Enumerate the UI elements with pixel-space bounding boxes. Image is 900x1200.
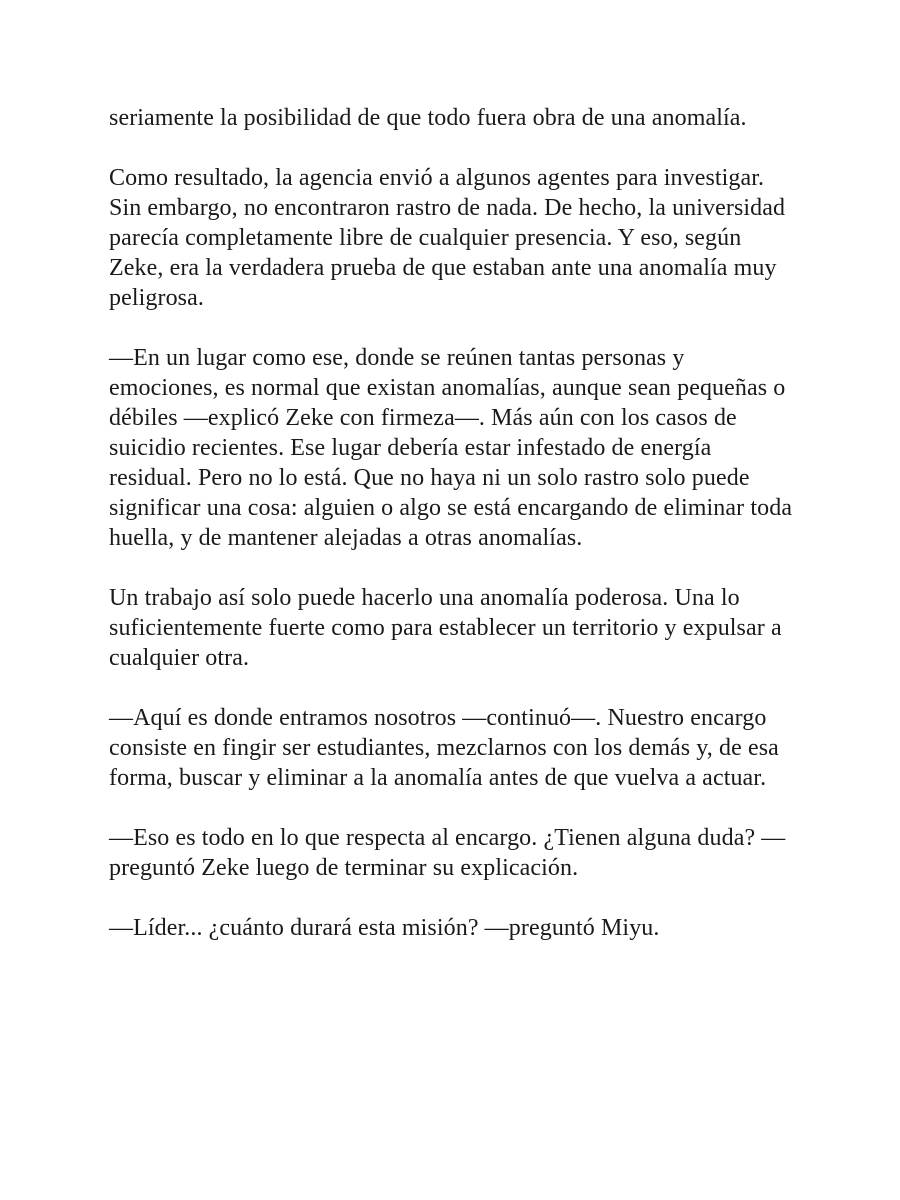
paragraph-5: —Aquí es donde entramos nosotros —continuó—. Nuestro encargo consiste en fingir ser estudiantes, mezclarnos con los demás y, de esa forma, buscar y eliminar a la anomalía antes de que vuelva a actuar. [109,705,779,791]
paragraph-6: —Eso es todo en lo que respecta al encargo. ¿Tienen alguna duda? —preguntó Zeke luego de terminar su explicación. [109,825,786,881]
paragraph-7: —Líder... ¿cuánto durará esta misión? —preguntó Miyu. [109,915,660,941]
paragraph-2: Como resultado, la agencia envió a algunos agentes para investigar. Sin embargo, no encontraron rastro de nada. De hecho, la universidad parecía completamente libre de cualquier presencia. Y eso, según Zeke, era la verdadera prueba de que estaban ante una anomalía muy peligrosa. [109,165,786,311]
paragraph-1: seriamente la posibilidad de que todo fuera obra de una anomalía. [109,105,747,131]
paragraph-3: —En un lugar como ese, donde se reúnen tantas personas y emociones, es normal que existan anomalías, aunque sean pequeñas o débiles —explicó Zeke con firmeza—. Más aún con los casos de suicidio recientes. Ese lugar debería estar infestado de energía residual. Pero no lo está. Que no haya ni un solo rastro solo puede significar una cosa: alguien o algo se está encargando de eliminar toda huella, y de mantener alejadas a otras anomalías. [109,345,793,551]
paragraph-4: Un trabajo así solo puede hacerlo una anomalía poderosa. Una lo suficientemente fuerte como para establecer un territorio y expulsar a cualquier otra. [109,585,782,671]
